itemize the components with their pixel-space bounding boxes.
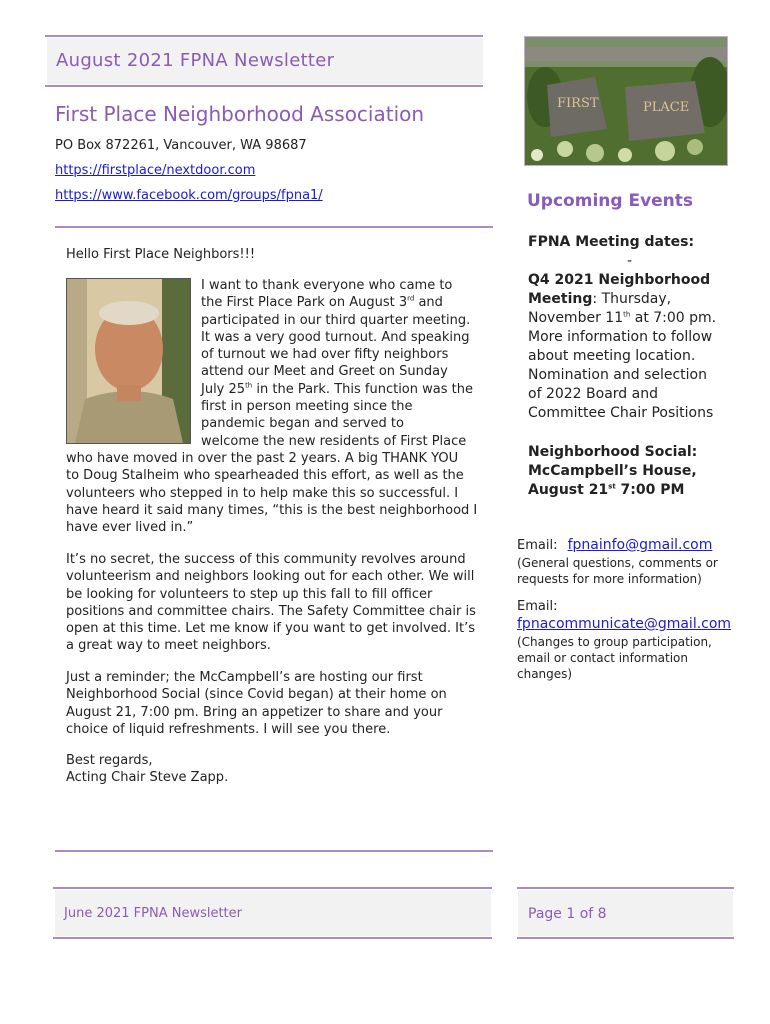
email-2-note-line-3: changes) [517, 667, 573, 681]
p2-line-1: It’s no secret, the success of this community revolves around [66, 552, 466, 567]
email-2-link[interactable]: fpnacommunicate@gmail.com [517, 616, 732, 632]
header-bottom-rule [45, 85, 483, 87]
portrait-illustration [67, 279, 190, 443]
social-line-2 [528, 462, 697, 481]
footer-left-bottom-rule [53, 937, 492, 939]
q4-line-3 [528, 309, 716, 328]
email-1-note [517, 555, 718, 587]
email-1-note-line-1: (General questions, comments or [517, 556, 718, 570]
p3-line-3: August 21, 7:00 pm. Bring an appetizer to share and your [66, 704, 443, 720]
p1-line-2 [201, 294, 491, 311]
email-1-link[interactable]: fpnainfo@gmail.com [567, 537, 713, 553]
email-2-note-line-2: email or contact information [517, 651, 688, 665]
p1-line-1: I want to thank everyone who came to [201, 278, 453, 293]
p2-line-3: be looking for volunteers to step up this fall to fill officer [66, 586, 433, 602]
letter-paragraph-2 [66, 551, 491, 655]
events-dash: - [627, 253, 633, 269]
organization-name: First Place Neighborhood Association [55, 102, 425, 126]
facebook-link[interactable]: https://www.facebook.com/groups/fpna1/ [55, 188, 323, 203]
p1-line-2-tail: and [414, 295, 443, 311]
p1-line-7-text: July 25 [201, 381, 246, 397]
footer-left-top-rule [53, 887, 492, 889]
header-top-rule [45, 35, 483, 37]
p3-line-1: Just a reminder; the McCampbell’s are hosting our first [66, 670, 423, 685]
q4-line-4: More information to follow [528, 329, 713, 345]
p2-line-2: volunteerism and neighbors looking out for each other. We will [66, 569, 475, 585]
letter-paragraph-1-wrapped [201, 277, 491, 450]
closing-line: Best regards, [66, 753, 153, 768]
email-1-row [517, 537, 712, 554]
footer-right-bottom-rule [517, 937, 734, 939]
nextdoor-link[interactable]: https://firstplace/nextdoor.com [55, 163, 256, 178]
p2-line-6: a great way to meet neighbors. [66, 638, 271, 654]
page-number: Page 1 of 8 [528, 906, 607, 922]
p1-full-line-2: to Doug Stalheim who spearheaded this effort, as well as the [66, 468, 464, 484]
p1-line-6: attend our Meet and Greet on Sunday [201, 364, 448, 380]
sign-word-place: PLACE [643, 100, 690, 115]
p1-line-4: It was a very good turnout. And speaking [201, 329, 470, 345]
p1-full-line-4: have heard it said many times, “this is the best neighborhood I [66, 502, 478, 518]
newsletter-title: August 2021 FPNA Newsletter [56, 50, 335, 71]
upcoming-events-heading: Upcoming Events [527, 191, 694, 211]
letter-paragraph-3 [66, 669, 491, 738]
p1-line-7 [201, 381, 491, 398]
p1-sup-rd: rd [407, 294, 415, 303]
p3-line-2: Neighborhood Social (since Covid began) at their home on [66, 687, 447, 703]
social-sup: st [608, 482, 616, 491]
q4-sup: th [623, 310, 631, 319]
social-location: McCampbell’s House, [528, 463, 697, 479]
social-title: Neighborhood Social: [528, 444, 698, 460]
q4-meeting-word: Meeting [528, 291, 593, 307]
email-1-label: Email: [517, 538, 558, 553]
p2-line-4: positions and committee chairs. The Safety Committee chair is [66, 603, 476, 619]
sign-word-first: FIRST [557, 96, 599, 111]
q4-date: November 11 [528, 310, 624, 326]
footer-right-top-rule [517, 887, 734, 889]
p1-full-line-3: volunteers who stepped in to help make this so successful. I [66, 485, 459, 501]
p3-line-4: choice of liquid refreshments. I will see you there. [66, 721, 391, 737]
mailing-address: PO Box 872261, Vancouver, WA 98687 [55, 138, 307, 153]
meeting-dates-label [528, 233, 694, 252]
social-time: 7:00 PM [615, 482, 685, 498]
q4-line-5: about meeting location. [528, 348, 696, 364]
p1-sup-th: th [245, 381, 253, 390]
q4-line-6: Nomination and selection [528, 367, 707, 383]
sign-photo-illustration [525, 37, 727, 165]
greeting: Hello First Place Neighbors!!! [66, 247, 256, 262]
p1-line-9: pandemic began and served to [201, 416, 404, 432]
q4-line-7: of 2022 Board and [528, 386, 658, 402]
p1-line-2-text: the First Place Park on August 3 [201, 295, 408, 311]
p2-line-5: open at this time. Let me know if you want to get involved. It’s [66, 621, 476, 637]
letter-closing [66, 752, 491, 787]
footer-issue: June 2021 FPNA Newsletter [64, 906, 243, 921]
q4-time: at 7:00 pm. [630, 310, 717, 326]
email-2-note [517, 634, 712, 682]
social-line-3 [528, 481, 697, 500]
p1-full-line-1: who have moved in over the past 2 years. A big THANK YOU [66, 451, 459, 466]
meeting-dates-label-text: FPNA Meeting dates: [528, 234, 695, 250]
q4-line-1 [528, 271, 716, 290]
q4-meeting-block [528, 271, 716, 423]
chair-portrait-photo [66, 278, 191, 444]
address-divider [55, 226, 493, 228]
social-line-1 [528, 443, 697, 462]
q4-line-8: Committee Chair Positions [528, 405, 714, 421]
social-date: August 21 [528, 482, 609, 498]
email-1-note-line-2: requests for more information) [517, 572, 702, 586]
social-event-block [528, 443, 697, 500]
p1-line-7-tail: in the Park. This function was the [252, 381, 473, 397]
q4-title: Q4 2021 Neighborhood [528, 272, 711, 288]
p1-full-line-5: have ever lived in.” [66, 520, 194, 536]
first-place-sign-photo [524, 36, 728, 166]
p1-line-8: first in person meeting since the [201, 399, 413, 415]
signature-line: Acting Chair Steve Zapp. [66, 770, 229, 786]
p1-line-10: welcome the new residents of First Place [201, 433, 467, 449]
p1-line-3: participated in our third quarter meeting. [201, 312, 471, 328]
email-2-label: Email: [517, 599, 558, 614]
letter-bottom-rule [55, 850, 493, 852]
email-2-note-line-1: (Changes to group participation, [517, 635, 712, 649]
q4-line-2 [528, 290, 716, 309]
p1-line-5: of turnout we had over fifty neighbors [201, 347, 449, 363]
letter-paragraph-1-full [66, 450, 491, 536]
q4-day: : Thursday, [592, 291, 672, 307]
